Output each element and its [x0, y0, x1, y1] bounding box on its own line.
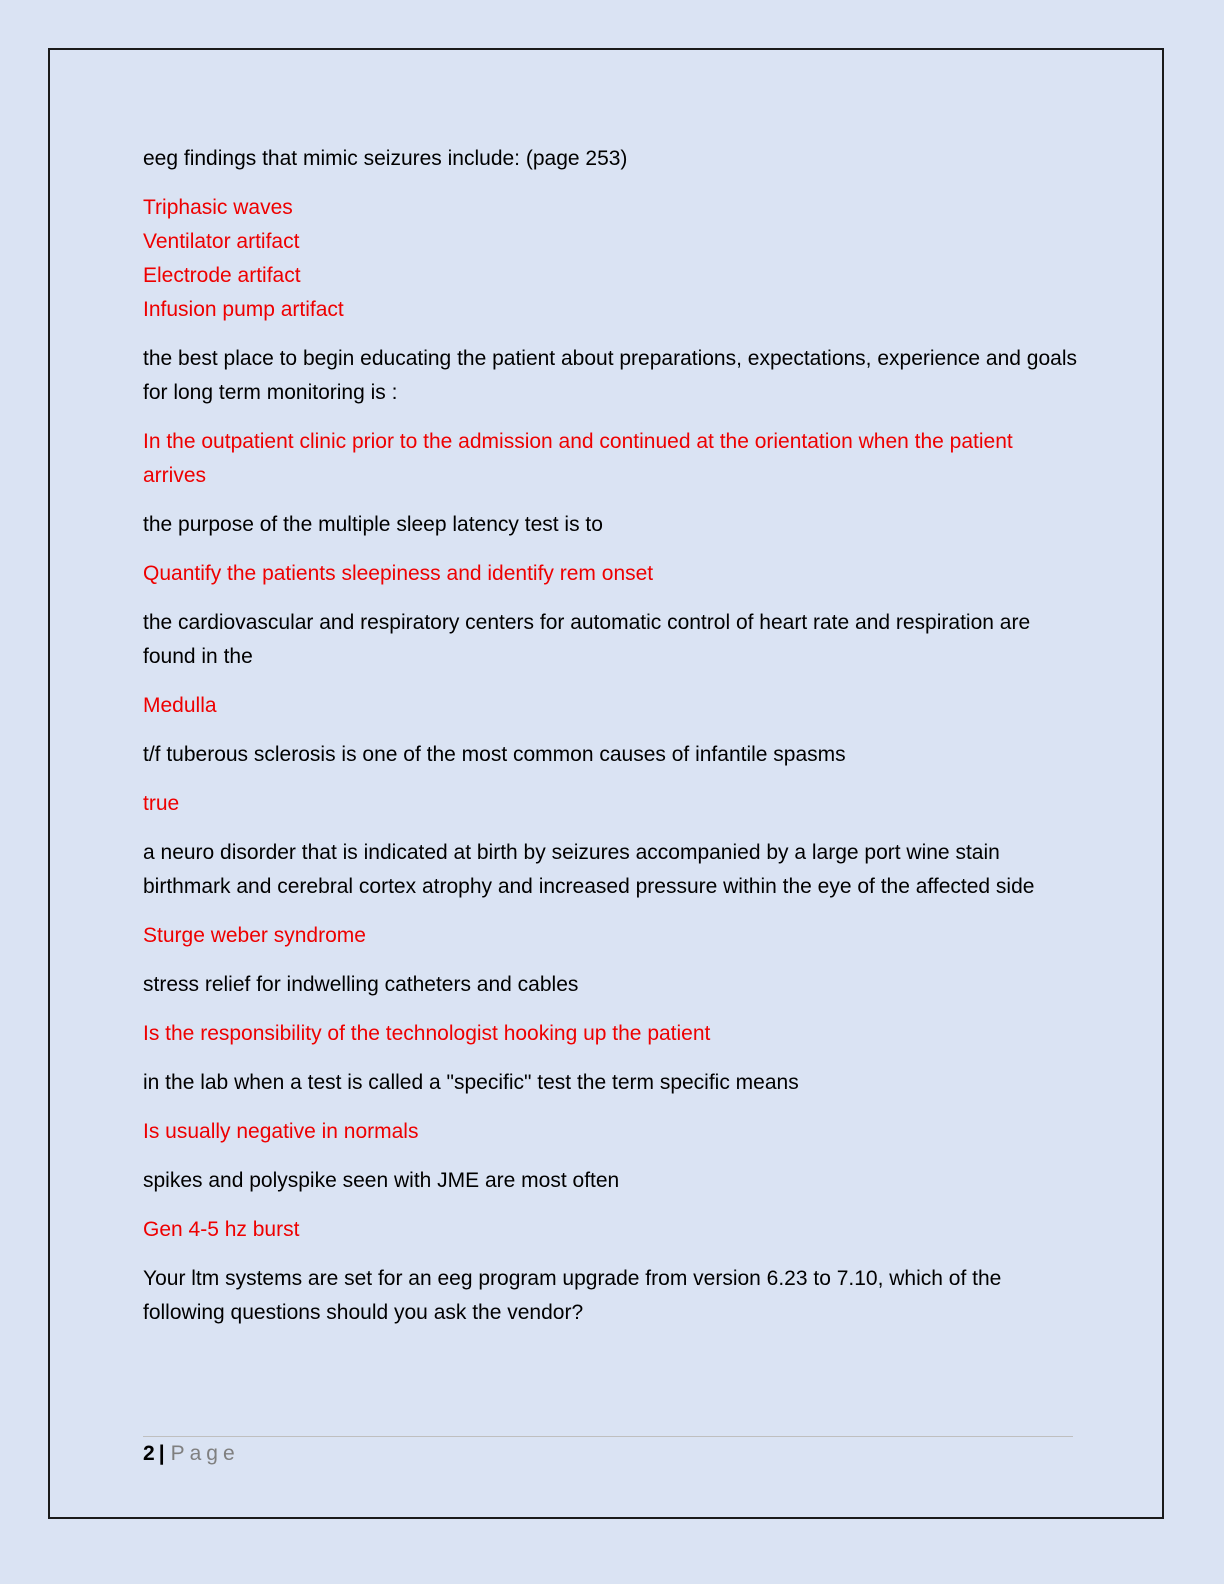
footer-divider [143, 1436, 1073, 1437]
question-text: Your ltm systems are set for an eeg program upgrade from version 6.23 to 7.10, which of the following questions should you ask the vendor? [143, 1267, 1002, 1324]
answer-text: Quantify the patients sleepiness and identify rem onset [143, 562, 654, 585]
page-number: 2 [143, 1442, 155, 1465]
question-text: the cardiovascular and respiratory centers for automatic control of heart rate and respiration are found in the [143, 611, 1031, 668]
question-text: in the lab when a test is called a "specific" test the term specific means [143, 1071, 799, 1094]
question-text: the best place to begin educating the patient about preparations, expectations, experience and goals for long term monitoring is : [143, 347, 1077, 404]
answer-list [143, 191, 1078, 327]
answer-text: Sturge weber syndrome [143, 924, 366, 947]
question-text: t/f tuberous sclerosis is one of the most common causes of infantile spasms [143, 743, 846, 766]
answer-text: Is usually negative in normals [143, 1120, 419, 1143]
question-text: stress relief for indwelling catheters and cables [143, 973, 579, 996]
answer-list-item: Triphasic waves [143, 196, 293, 219]
answer-list-item: Infusion pump artifact [143, 298, 344, 321]
question-text: the purpose of the multiple sleep latency test is to [143, 513, 603, 536]
answer-list-item: Ventilator artifact [143, 230, 300, 253]
page-footer [143, 1440, 240, 1468]
footer-separator: | [158, 1442, 165, 1465]
answer-text: In the outpatient clinic prior to the admission and continued at the orientation when the patient arrives [143, 430, 1013, 487]
document-body [143, 142, 1078, 1345]
answer-text: Gen 4-5 hz burst [143, 1218, 300, 1241]
answer-text: Medulla [143, 694, 217, 717]
answer-list-item: Electrode artifact [143, 264, 301, 287]
page-label: Page [170, 1442, 240, 1465]
question-text: spikes and polyspike seen with JME are most often [143, 1169, 620, 1192]
question-text: eeg findings that mimic seizures include: (page 253) [143, 147, 628, 170]
question-text: a neuro disorder that is indicated at birth by seizures accompanied by a large port wine stain birthmark and cerebral cortex atrophy and increased pressure within the eye of the affected side [143, 841, 1035, 898]
answer-text: Is the responsibility of the technologist hooking up the patient [143, 1022, 711, 1045]
answer-text: true [143, 792, 180, 815]
